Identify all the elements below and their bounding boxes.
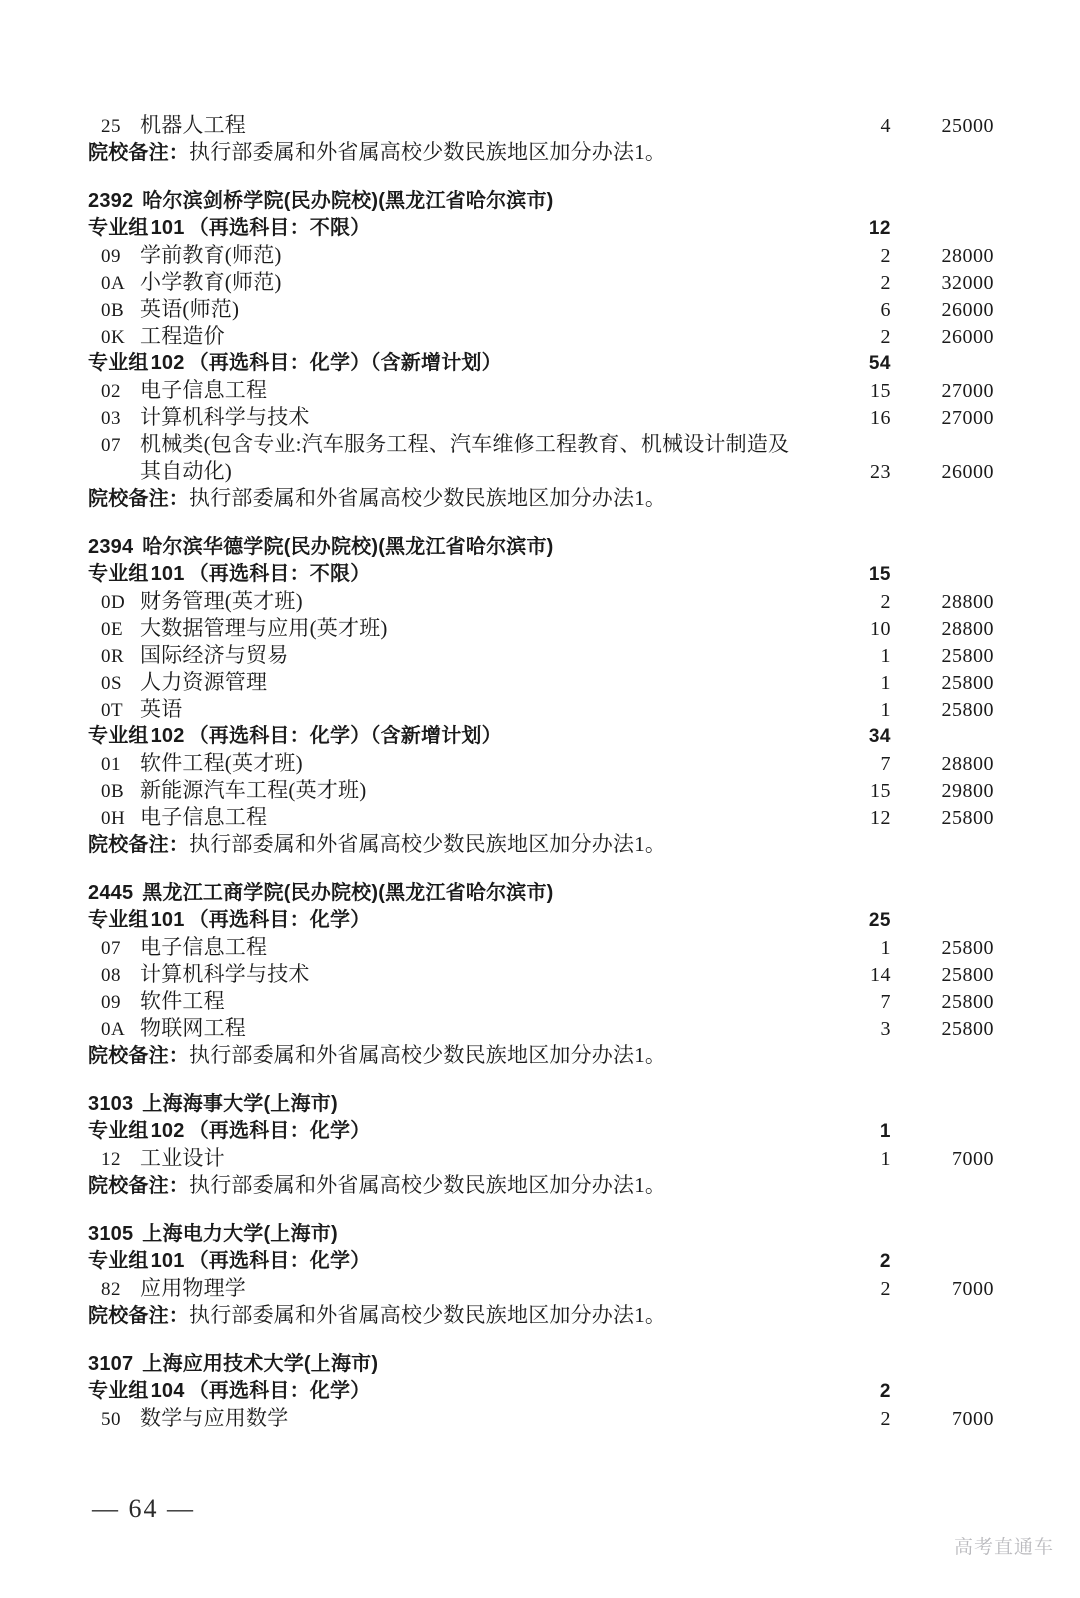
group-header: [88, 907, 994, 934]
group-number: 102: [150, 725, 185, 747]
major-code: 09: [101, 992, 121, 1013]
group-header-label: [88, 723, 805, 750]
major-row: [88, 615, 994, 642]
major-fee: 25800: [941, 672, 994, 694]
group-condition: （再选科目：化学）（含新增计划）: [188, 725, 502, 747]
major-fee: 25000: [941, 115, 994, 137]
major-code: 01: [101, 754, 121, 775]
remark-key: 院校备注：: [88, 488, 189, 510]
school-name: 哈尔滨剑桥学院(民办院校)(黑龙江省哈尔滨市): [142, 190, 554, 212]
section-gap: [88, 1199, 994, 1221]
major-name: 计算机科学与技术: [140, 962, 310, 986]
major-name: 计算机科学与技术: [140, 405, 310, 429]
group-number: 101: [150, 563, 185, 585]
major-label: [88, 1145, 805, 1173]
major-quota: 14: [870, 964, 891, 986]
school-code: 3103: [88, 1093, 134, 1115]
group-header-label: [88, 907, 805, 934]
school-remark: [88, 485, 994, 512]
major-fee: 27000: [941, 380, 994, 402]
major-quota: 12: [870, 807, 891, 829]
major-label: [88, 112, 805, 140]
major-fee: 7000: [952, 1278, 994, 1300]
major-code: 03: [101, 408, 121, 429]
major-code: 0K: [101, 327, 126, 348]
major-code: 0A: [101, 1019, 126, 1040]
school-remark: [88, 831, 994, 858]
major-row: [88, 1015, 994, 1042]
major-name: 国际经济与贸易: [140, 643, 289, 667]
group-quota: 34: [868, 726, 891, 747]
group-number: 101: [150, 909, 185, 931]
major-code: 0D: [101, 592, 126, 613]
major-row: [88, 804, 994, 831]
major-quota: 1: [880, 699, 891, 721]
group-header-label: [88, 1248, 805, 1275]
group-quota: 2: [879, 1381, 891, 1402]
major-code: 08: [101, 965, 121, 986]
major-label: [88, 961, 805, 989]
major-name: 财务管理(英才班): [140, 589, 303, 613]
major-code: 0A: [101, 273, 126, 294]
major-label: [88, 458, 805, 485]
major-name: 数学与应用数学: [140, 1406, 289, 1430]
group-condition: （再选科目：化学）（含新增计划）: [188, 352, 502, 374]
major-code: 0E: [101, 619, 124, 640]
group-condition: （再选科目：化学）: [188, 909, 371, 931]
school-header-label: [88, 534, 805, 561]
major-name: 软件工程: [140, 989, 225, 1013]
major-code: 0B: [101, 300, 125, 321]
major-row: [88, 961, 994, 988]
major-row: [88, 934, 994, 961]
major-label: [88, 377, 805, 405]
group-header-label: [88, 1118, 805, 1145]
group-header: [88, 1248, 994, 1275]
major-row: [88, 1275, 994, 1302]
major-quota: 7: [880, 991, 891, 1013]
school-remark: [88, 1302, 994, 1329]
major-label: [88, 642, 805, 670]
group-header-label: [88, 215, 805, 242]
major-fee: 25800: [941, 1018, 994, 1040]
major-code: 0R: [101, 646, 125, 667]
major-fee: 25800: [941, 991, 994, 1013]
school-header-label: [88, 880, 805, 907]
major-code: 0T: [101, 700, 124, 721]
major-name: 工业设计: [140, 1146, 225, 1170]
major-label: [88, 669, 805, 697]
major-quota: 2: [880, 1408, 891, 1430]
major-label: [88, 1275, 805, 1303]
group-prefix: 专业组: [88, 1250, 149, 1272]
group-quota: 1: [879, 1121, 891, 1142]
major-row: [88, 588, 994, 615]
remark-key: 院校备注：: [88, 1045, 189, 1067]
major-label: [88, 750, 805, 778]
school-name: 上海海事大学(上海市): [142, 1093, 338, 1115]
school-header: [88, 880, 994, 907]
major-fee: 29800: [941, 780, 994, 802]
remark-key: 院校备注：: [88, 1305, 189, 1327]
page-number: — 64 —: [92, 1494, 195, 1523]
group-condition: （再选科目：化学）: [188, 1120, 371, 1142]
group-number: 101: [150, 217, 185, 239]
remark-text: 执行部委属和外省属高校少数民族地区加分办法1。: [189, 486, 667, 510]
remark-text: 执行部委属和外省属高校少数民族地区加分办法1。: [189, 1303, 667, 1327]
group-header: [88, 1118, 994, 1145]
section-gap: [88, 166, 994, 188]
major-fee: 28800: [941, 753, 994, 775]
major-quota: 4: [880, 115, 891, 137]
remark-key: 院校备注：: [88, 1175, 189, 1197]
major-name: 工程造价: [140, 324, 225, 348]
major-name: 电子信息工程: [140, 935, 268, 959]
group-number: 102: [150, 1120, 185, 1142]
school-header: [88, 1351, 994, 1378]
major-quota: 16: [870, 407, 891, 429]
major-quota: 2: [880, 1278, 891, 1300]
major-fee: 25800: [941, 807, 994, 829]
major-quota: 1: [880, 1148, 891, 1170]
major-code: 50: [101, 1409, 121, 1430]
major-row: [88, 404, 994, 431]
major-label: [88, 1015, 805, 1043]
school-header-label: [88, 1221, 805, 1248]
major-label: [88, 1405, 805, 1433]
school-header: [88, 1091, 994, 1118]
major-row: [88, 323, 994, 350]
major-fee: 25800: [941, 964, 994, 986]
school-header-label: [88, 188, 805, 215]
major-code: 0B: [101, 781, 125, 802]
major-label: [88, 804, 805, 832]
remark-text: 执行部委属和外省属高校少数民族地区加分办法1。: [189, 140, 667, 164]
major-name: 英语: [140, 697, 183, 721]
remark-key: 院校备注：: [88, 834, 189, 856]
major-name: 机械类(包含专业:汽车服务工程、汽车维修工程教育、机械设计制造及: [140, 432, 790, 456]
major-name: 大数据管理与应用(英才班): [140, 616, 388, 640]
major-quota: 1: [880, 672, 891, 694]
school-header: [88, 188, 994, 215]
major-code: 12: [101, 1149, 121, 1170]
major-row: [88, 1405, 994, 1432]
major-row: [88, 750, 994, 777]
group-condition: （再选科目：化学）: [188, 1380, 371, 1402]
major-row: [88, 377, 994, 404]
major-quota: 2: [880, 591, 891, 613]
group-number: 104: [150, 1380, 185, 1402]
major-row: [88, 296, 994, 323]
major-row: [88, 458, 994, 485]
school-name: 黑龙江工商学院(民办院校)(黑龙江省哈尔滨市): [142, 882, 554, 904]
group-quota: 2: [879, 1251, 891, 1272]
major-name: 英语(师范): [140, 297, 240, 321]
major-quota: 23: [870, 461, 891, 483]
major-name: 物联网工程: [140, 1016, 246, 1040]
major-row: [88, 431, 994, 458]
major-quota: 15: [870, 780, 891, 802]
major-label: [88, 269, 805, 297]
school-name: 上海电力大学(上海市): [142, 1223, 338, 1245]
group-number: 102: [150, 352, 185, 374]
group-prefix: 专业组: [88, 352, 149, 374]
section-gap: [88, 1069, 994, 1091]
major-label: [88, 777, 805, 805]
major-row: [88, 669, 994, 696]
major-name: 人力资源管理: [140, 670, 268, 694]
major-fee: 32000: [941, 272, 994, 294]
watermark: 高考直通车: [953, 1537, 1054, 1558]
major-label: [88, 588, 805, 616]
school-code: 3107: [88, 1353, 134, 1375]
major-code: 0S: [101, 673, 123, 694]
group-condition: （再选科目：不限）: [188, 217, 371, 239]
listing-content: [88, 112, 994, 1432]
major-name: 应用物理学: [140, 1276, 246, 1300]
major-fee: 25800: [941, 645, 994, 667]
major-quota: 6: [880, 299, 891, 321]
school-code: 2392: [88, 190, 134, 212]
major-code: 07: [101, 938, 121, 959]
school-remark: [88, 139, 994, 166]
major-row: [88, 988, 994, 1015]
major-label: [88, 934, 805, 962]
major-code: 09: [101, 246, 121, 267]
school-remark: [88, 1172, 994, 1199]
school-name: 上海应用技术大学(上海市): [142, 1353, 379, 1375]
group-header: [88, 723, 994, 750]
group-prefix: 专业组: [88, 1380, 149, 1402]
major-name: 其自动化): [140, 459, 232, 483]
school-header: [88, 534, 994, 561]
major-fee: 28800: [941, 618, 994, 640]
major-name: 小学教育(师范): [140, 270, 282, 294]
remark-text: 执行部委属和外省属高校少数民族地区加分办法1。: [189, 832, 667, 856]
major-label: [88, 323, 805, 351]
major-name: 学前教育(师范): [140, 243, 282, 267]
major-label: [88, 404, 805, 432]
major-quota: 2: [880, 272, 891, 294]
major-name: 新能源汽车工程(英才班): [140, 778, 367, 802]
major-row: [88, 242, 994, 269]
group-header: [88, 350, 994, 377]
major-quota: 2: [880, 245, 891, 267]
group-quota: 25: [868, 910, 891, 931]
major-quota: 2: [880, 326, 891, 348]
major-row: [88, 112, 994, 139]
major-fee: 7000: [952, 1148, 994, 1170]
group-header-label: [88, 561, 805, 588]
group-header: [88, 561, 994, 588]
group-number: 101: [150, 1250, 185, 1272]
school-remark: [88, 1042, 994, 1069]
section-gap: [88, 858, 994, 880]
remark-text: 执行部委属和外省属高校少数民族地区加分办法1。: [189, 1173, 667, 1197]
major-label: [88, 988, 805, 1016]
group-prefix: 专业组: [88, 725, 149, 747]
group-condition: （再选科目：化学）: [188, 1250, 371, 1272]
school-code: 2394: [88, 536, 134, 558]
group-header: [88, 1378, 994, 1405]
major-name: 机器人工程: [140, 113, 246, 137]
remark-key: 院校备注：: [88, 142, 189, 164]
major-label: [88, 431, 805, 459]
major-row: [88, 777, 994, 804]
group-prefix: 专业组: [88, 563, 149, 585]
major-label: [88, 296, 805, 324]
section-gap: [88, 1329, 994, 1351]
group-quota: 12: [868, 218, 891, 239]
major-fee: 25800: [941, 937, 994, 959]
major-fee: 25800: [941, 699, 994, 721]
school-code: 2445: [88, 882, 134, 904]
major-row: [88, 696, 994, 723]
major-code: 07: [101, 435, 121, 456]
major-fee: 7000: [952, 1408, 994, 1430]
major-fee: 28000: [941, 245, 994, 267]
group-prefix: 专业组: [88, 217, 149, 239]
school-header: [88, 1221, 994, 1248]
group-condition: （再选科目：不限）: [188, 563, 371, 585]
major-fee: 26000: [941, 299, 994, 321]
major-quota: 3: [880, 1018, 891, 1040]
major-label: [88, 696, 805, 724]
group-prefix: 专业组: [88, 909, 149, 931]
major-label: [88, 615, 805, 643]
major-code: 82: [101, 1279, 121, 1300]
major-name: 电子信息工程: [140, 805, 268, 829]
school-header-label: [88, 1091, 805, 1118]
school-code: 3105: [88, 1223, 134, 1245]
major-code: 0H: [101, 808, 126, 829]
major-fee: 26000: [941, 326, 994, 348]
major-quota: 15: [870, 380, 891, 402]
group-header: [88, 215, 994, 242]
major-name: 软件工程(英才班): [140, 751, 303, 775]
major-quota: 1: [880, 937, 891, 959]
major-name: 电子信息工程: [140, 378, 268, 402]
school-name: 哈尔滨华德学院(民办院校)(黑龙江省哈尔滨市): [142, 536, 554, 558]
section-gap: [88, 512, 994, 534]
group-quota: 15: [868, 564, 891, 585]
major-label: [88, 242, 805, 270]
major-quota: 10: [870, 618, 891, 640]
school-header-label: [88, 1351, 805, 1378]
remark-text: 执行部委属和外省属高校少数民族地区加分办法1。: [189, 1043, 667, 1067]
major-row: [88, 642, 994, 669]
group-quota: 54: [868, 353, 891, 374]
major-fee: 26000: [941, 461, 994, 483]
major-row: [88, 269, 994, 296]
major-quota: 7: [880, 753, 891, 775]
major-fee: 28800: [941, 591, 994, 613]
major-row: [88, 1145, 994, 1172]
major-code: 02: [101, 381, 121, 402]
major-fee: 27000: [941, 407, 994, 429]
group-header-label: [88, 1378, 805, 1405]
group-prefix: 专业组: [88, 1120, 149, 1142]
group-header-label: [88, 350, 805, 377]
major-quota: 1: [880, 645, 891, 667]
major-code: 25: [101, 116, 121, 137]
